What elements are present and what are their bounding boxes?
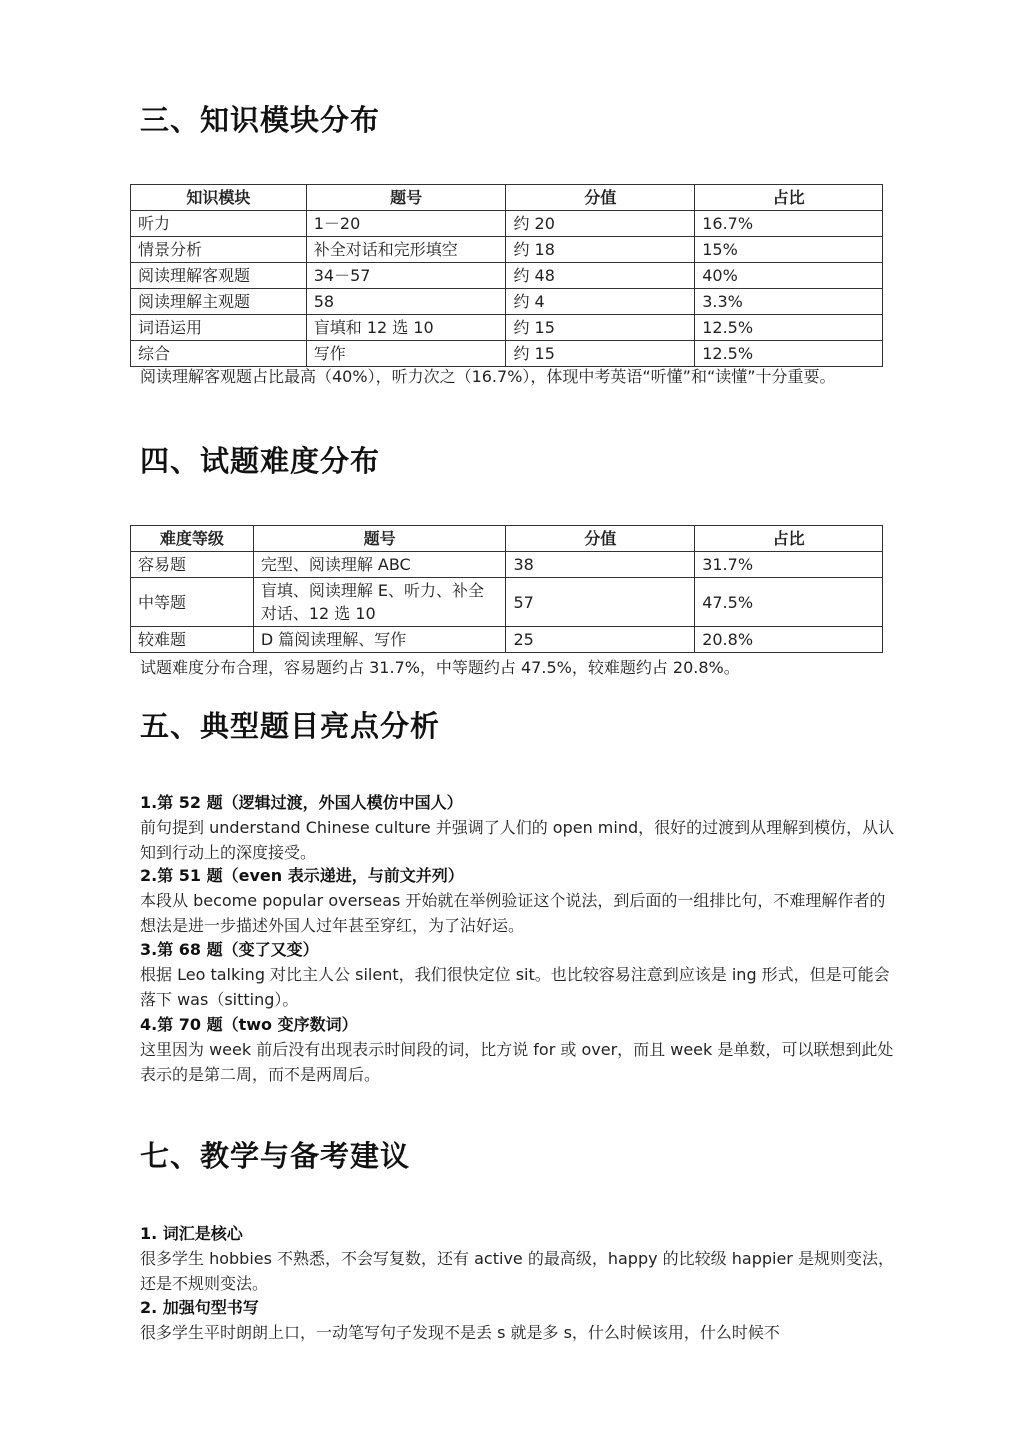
- table-cell: 完型、阅读理解 ABC: [253, 552, 506, 578]
- item-heading: 4.第 70 题（two 变序数词）: [140, 1015, 358, 1034]
- table-cell: D 篇阅读理解、写作: [253, 627, 506, 653]
- item-text: 根据 Leo talking 对比主人公 silent，我们很快定位 sit。也比较容易注意到应该是 ing 形式，但是可能会落下 was（sitting）。: [140, 965, 890, 1009]
- table-cell: 40%: [695, 263, 883, 289]
- table-header-row: [131, 185, 883, 211]
- table-cell: 盲填、阅读理解 E、听力、补全对话、12 选 10: [253, 578, 506, 627]
- table-cell: 58: [306, 289, 506, 315]
- section-5-title: 五、典型题目亮点分析: [140, 709, 441, 743]
- item-heading: 2.第 51 题（even 表示递进，与前文并列）: [140, 866, 464, 885]
- table-cell: 阅读理解客观题: [131, 263, 307, 289]
- table-cell: 38: [506, 552, 695, 578]
- header-cell: 分值: [506, 526, 695, 552]
- table-cell: 20.8%: [695, 627, 883, 653]
- table-cell: 约 15: [506, 315, 695, 341]
- section-4-title: 四、试题难度分布: [140, 444, 381, 478]
- table-cell: 综合: [131, 341, 307, 367]
- table-row: [131, 627, 883, 653]
- table-cell: 47.5%: [695, 578, 883, 627]
- table-cell: 听力: [131, 211, 307, 237]
- table-cell: 词语运用: [131, 315, 307, 341]
- item-heading: 1. 词汇是核心: [140, 1224, 243, 1243]
- item-text: 很多学生平时朗朗上口，一动笔写句子发现不是丢 s 就是多 s，什么时候该用，什么时候不: [140, 1323, 780, 1342]
- table-row: [131, 315, 883, 341]
- item-text: 前句提到 understand Chinese culture 并强调了人们的 open mind，很好的过渡到从理解到模仿，从认知到行动上的深度接受。: [140, 818, 895, 862]
- knowledge-module-table: [130, 184, 883, 367]
- header-cell: 分值: [506, 185, 695, 211]
- header-cell: 占比: [695, 185, 883, 211]
- table-cell: 约 48: [506, 263, 695, 289]
- table-cell: 补全对话和完形填空: [306, 237, 506, 263]
- table-cell: 约 4: [506, 289, 695, 315]
- table-cell: 12.5%: [695, 315, 883, 341]
- table-cell: 约 15: [506, 341, 695, 367]
- table-cell: 15%: [695, 237, 883, 263]
- header-cell: 题号: [306, 185, 506, 211]
- section-7-title: 七、教学与备考建议: [140, 1139, 411, 1173]
- table-cell: 16.7%: [695, 211, 883, 237]
- table-header-row: [131, 526, 883, 552]
- header-cell: 题号: [253, 526, 506, 552]
- table-cell: 写作: [306, 341, 506, 367]
- table-cell: 34－57: [306, 263, 506, 289]
- table-cell: 容易题: [131, 552, 254, 578]
- table-row: [131, 237, 883, 263]
- table-cell: 盲填和 12 选 10: [306, 315, 506, 341]
- table-row: [131, 578, 883, 627]
- table-cell: 12.5%: [695, 341, 883, 367]
- item-heading: 1.第 52 题（逻辑过渡，外国人模仿中国人）: [140, 793, 463, 812]
- table-cell: 57: [506, 578, 695, 627]
- section-3-note: 阅读理解客观题占比最高（40%），听力次之（16.7%），体现中考英语“听懂”和“读懂”十分重要。: [140, 367, 836, 386]
- table-cell: 3.3%: [695, 289, 883, 315]
- item-heading: 2. 加强句型书写: [140, 1298, 259, 1317]
- table-cell: 较难题: [131, 627, 254, 653]
- table-cell: 1－20: [306, 211, 506, 237]
- table-cell: 情景分析: [131, 237, 307, 263]
- table-cell: 阅读理解主观题: [131, 289, 307, 315]
- item-heading: 3.第 68 题（变了又变）: [140, 940, 319, 959]
- table-row: [131, 211, 883, 237]
- section-3-title: 三、知识模块分布: [140, 103, 381, 137]
- table-row: [131, 341, 883, 367]
- difficulty-table: [130, 525, 883, 653]
- item-text: 本段从 become popular overseas 开始就在举例验证这个说法，到后面的一组排比句，不难理解作者的想法是进一步描述外国人过年甚至穿红，为了沾好运。: [140, 891, 886, 935]
- section-4-note: 试题难度分布合理，容易题约占 31.7%，中等题约占 47.5%，较难题约占 20.8%。: [140, 658, 740, 677]
- table-row: [131, 552, 883, 578]
- item-text: 很多学生 hobbies 不熟悉，不会写复数，还有 active 的最高级，happy 的比较级 happier 是规则变法，还是不规则变法。: [140, 1249, 894, 1293]
- table-row: [131, 289, 883, 315]
- table-cell: 31.7%: [695, 552, 883, 578]
- table-row: [131, 263, 883, 289]
- table-cell: 25: [506, 627, 695, 653]
- header-cell: 占比: [695, 526, 883, 552]
- header-cell: 难度等级: [131, 526, 254, 552]
- table-cell: 约 20: [506, 211, 695, 237]
- table-cell: 中等题: [131, 578, 254, 627]
- item-text: 这里因为 week 前后没有出现表示时间段的词，比方说 for 或 over，而且 week 是单数，可以联想到此处表示的是第二周，而不是两周后。: [140, 1040, 894, 1084]
- table-cell: 约 18: [506, 237, 695, 263]
- header-cell: 知识模块: [131, 185, 307, 211]
